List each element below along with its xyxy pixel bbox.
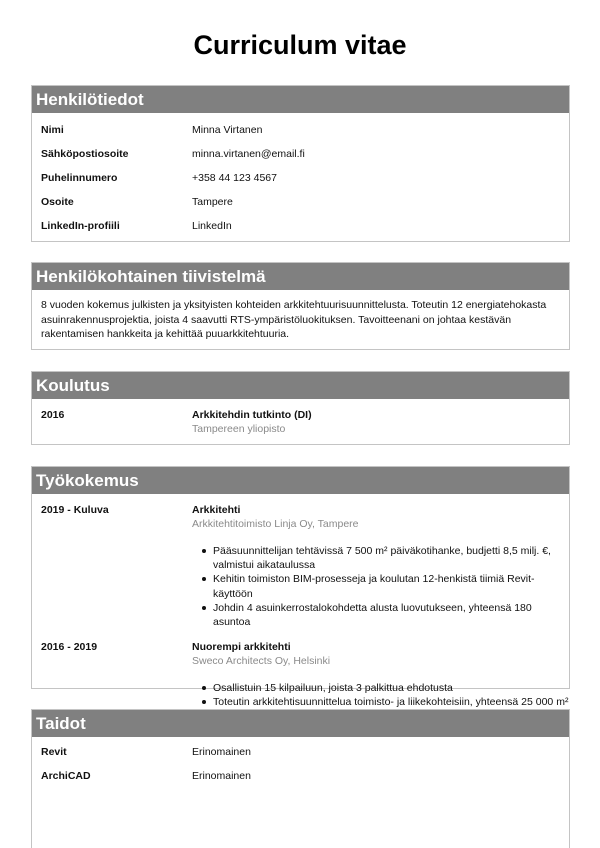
- field-value: +358 44 123 4567: [192, 172, 277, 184]
- entry-title: Nuorempi arkkitehti: [192, 641, 291, 654]
- entry-date: 2016 - 2019: [41, 641, 98, 654]
- skill-level: Erinomainen: [192, 770, 251, 782]
- personal-row-phone: [32, 166, 569, 190]
- field-value: LinkedIn: [192, 220, 232, 232]
- entry-organization: Arkkitehtitoimisto Linja Oy, Tampere: [192, 518, 359, 530]
- list-item: Toteutin arkkitehtisuunnittelua toimisto- ja liikekohteisiin, yhteensä 25 000 m²: [202, 695, 569, 709]
- field-value: minna.virtanen@email.fi: [192, 148, 305, 160]
- achievement-list: [192, 681, 569, 709]
- education-section: [31, 371, 570, 445]
- field-value: Tampere: [192, 196, 233, 208]
- personal-row-linkedin: [32, 214, 569, 238]
- skill-level: Erinomainen: [192, 746, 251, 758]
- entry-title: Arkkitehti: [192, 504, 241, 516]
- entry-title: Arkkitehdin tutkinto (DI): [192, 409, 312, 421]
- field-label: Nimi: [41, 124, 64, 136]
- skill-name: Revit: [41, 746, 67, 758]
- personal-row-address: [32, 190, 569, 214]
- summary-text: 8 vuoden kokemus julkisten ja yksityisten kohteiden arkkitehtuurisuunnittelusta. Toteutin 12 energiatehokasta asuinrakennusprojektia, joista 4 saavutti RTS-ympäristöluokituksen. Tavoitteenani on johtaa kestävän rakentamisen hankkeita ja kehittää puuarkkitehtuuria.: [41, 299, 547, 340]
- skill-row: [32, 740, 569, 764]
- summary-heading: Henkilökohtainen tiivistelmä: [32, 263, 569, 290]
- entry-organization: Tampereen yliopisto: [192, 423, 286, 435]
- experience-heading: Työkokemus: [32, 467, 569, 494]
- achievement-list: [192, 544, 569, 629]
- personal-row-email: [32, 142, 569, 166]
- field-label: Sähköpostiosoite: [41, 148, 129, 160]
- list-item: Osallistuin 15 kilpailuun, joista 3 palkittua ehdotusta: [202, 681, 569, 695]
- experience-entry: [32, 494, 569, 629]
- list-item: Johdin 4 asuinkerrostalokohdetta alusta luovutukseen, yhteensä 180 asuntoa: [202, 601, 569, 629]
- skills-heading: Taidot: [32, 710, 569, 737]
- page-title: Curriculum vitae: [193, 30, 407, 60]
- field-label: Puhelinnumero: [41, 172, 118, 184]
- personal-info-section: [31, 85, 570, 242]
- entry-date: 2019 - Kuluva: [41, 504, 109, 516]
- list-item: Pääsuunnittelijan tehtävissä 7 500 m² päiväkotihanke, budjetti 8,5 milj. €, valmistui aikataulussa: [202, 544, 569, 572]
- field-label: Osoite: [41, 196, 74, 208]
- field-value: Minna Virtanen: [192, 124, 263, 136]
- experience-entry: [32, 629, 569, 709]
- list-item: Kehitin toimiston BIM-prosesseja ja koulutan 12-henkistä tiimiä Revit-käyttöön: [202, 572, 569, 600]
- entry-date: 2016: [41, 409, 65, 421]
- entry-organization: Sweco Architects Oy, Helsinki: [192, 655, 331, 668]
- field-label: LinkedIn-profiili: [41, 220, 120, 232]
- skill-name: ArchiCAD: [41, 770, 91, 782]
- skills-section: [31, 709, 570, 848]
- summary-section: [31, 262, 570, 350]
- skill-row: [32, 764, 569, 788]
- education-heading: Koulutus: [32, 372, 569, 399]
- experience-section: [31, 466, 570, 709]
- education-entry: [32, 399, 569, 435]
- personal-info-heading: Henkilötiedot: [32, 86, 569, 113]
- personal-row-name: [32, 118, 569, 142]
